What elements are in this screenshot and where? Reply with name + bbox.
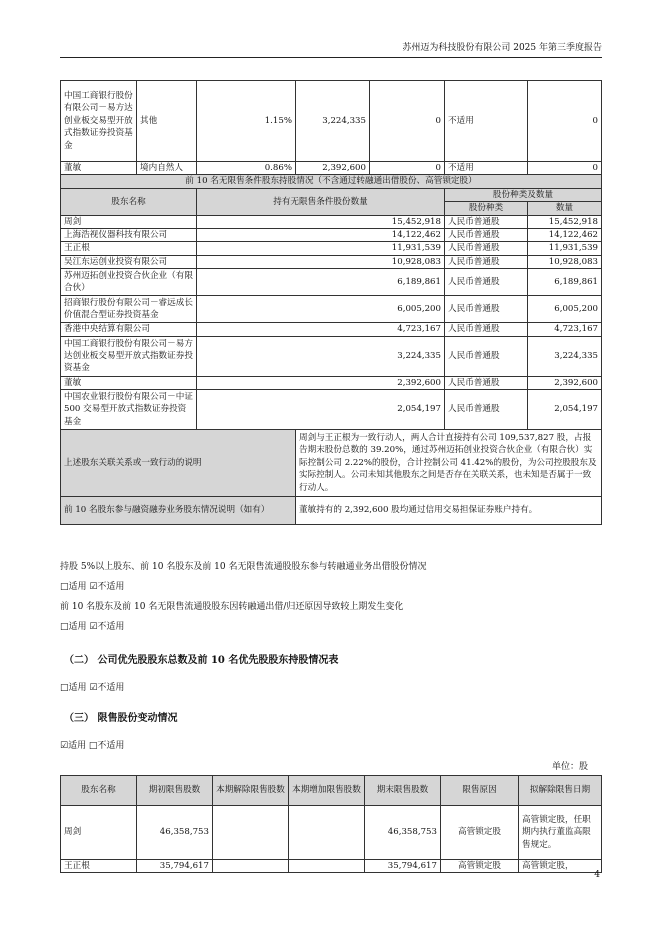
col-holder-name: 股东名称 <box>61 776 137 806</box>
col-unrestricted-shares: 持有无限售条件股份数量 <box>197 188 445 215</box>
pledge-qty: 0 <box>528 81 602 162</box>
holder-name: 周剑 <box>61 215 197 228</box>
holder-name: 董敏 <box>61 162 137 175</box>
col-holder-name: 股东名称 <box>61 188 197 215</box>
pledge-status: 不适用 <box>445 81 528 162</box>
share-type: 人民币普通股 <box>445 269 528 296</box>
table-row <box>61 229 602 242</box>
col-reason: 限售原因 <box>441 776 519 806</box>
holding-shares: 2,392,600 <box>296 162 370 175</box>
release-date: 高管锁定股，任职期内执行董监高限售规定。 <box>519 806 602 860</box>
col-type-group: 股份种类及数量 <box>445 188 602 201</box>
unit-label: 单位：股 <box>551 762 588 772</box>
released-shares <box>213 806 289 860</box>
share-qty: 2,054,197 <box>528 390 602 430</box>
section-title: （三） 限售股份变动情况 <box>64 713 178 724</box>
share-qty: 2,392,600 <box>528 376 602 389</box>
table-row <box>61 390 602 430</box>
restricted-shares: 0 <box>370 162 445 175</box>
col-end: 期末限售股数 <box>365 776 441 806</box>
page-number: 4 <box>594 870 600 880</box>
table-row <box>61 296 602 323</box>
restrict-reason: 高管锁定股 <box>441 860 519 873</box>
release-date: 高管锁定股， <box>519 860 602 873</box>
holder-name: 上海浩视仪器科技有限公司 <box>61 229 197 242</box>
unrestricted-shares: 2,054,197 <box>197 390 445 430</box>
related-label: 上述股东关联关系或一致行动的说明 <box>61 430 296 497</box>
end-shares: 46,358,753 <box>365 806 441 860</box>
unrestricted-shares: 10,928,083 <box>197 255 445 268</box>
share-type: 人民币普通股 <box>445 229 528 242</box>
holder-name: 中国工商银行股份有限公司－易方达创业板交易型开放式指数证券投资基金 <box>61 81 137 162</box>
unrestricted-title: 前 10 名无限售条件股东持股情况（不含通过转融通出借股份、高管锁定股） <box>61 175 602 188</box>
holder-nature: 境内自然人 <box>137 162 197 175</box>
table-row <box>61 81 602 162</box>
col-released: 本期解除限售股数 <box>213 776 289 806</box>
unrestricted-shares: 15,452,918 <box>197 215 445 228</box>
share-type: 人民币普通股 <box>445 323 528 336</box>
pledge-qty: 0 <box>528 162 602 175</box>
holder-nature: 其他 <box>137 81 197 162</box>
table-row <box>61 242 602 255</box>
released-shares <box>213 860 289 873</box>
share-type: 人民币普通股 <box>445 255 528 268</box>
restricted-shares-table <box>60 775 602 873</box>
share-qty: 14,122,462 <box>528 229 602 242</box>
col-added: 本期增加限售股数 <box>289 776 365 806</box>
table-row <box>61 162 602 175</box>
restricted-shares: 0 <box>370 81 445 162</box>
restricted-choice: ☑适用 □不适用 <box>60 741 125 751</box>
margin-label: 前 10 名股东参与融资融券业务股东情况说明（如有） <box>61 497 296 525</box>
holder-name: 中国工商银行股份有限公司－易方达创业板交易型开放式指数证券投资基金 <box>61 336 197 376</box>
preferred-choice: □适用 ☑不适用 <box>60 683 125 693</box>
share-qty: 4,723,167 <box>528 323 602 336</box>
table-row <box>61 336 602 376</box>
pledge-status: 不适用 <box>445 162 528 175</box>
holder-name: 中国农业银行股份有限公司－中证 500 交易型开放式指数证券投资基金 <box>61 390 197 430</box>
unrestricted-shares: 2,392,600 <box>197 376 445 389</box>
col-begin: 期初限售股数 <box>137 776 213 806</box>
margin-text: 董敏持有的 2,392,600 股均通过信用交易担保证券账户持有。 <box>296 497 602 525</box>
holder-name: 王正根 <box>61 242 197 255</box>
table-row <box>61 376 602 389</box>
related-text: 周剑与王正根为一致行动人，两人合计直接持有公司 109,537,827 股，占报告期末股份总数的 39.20%，通过苏州迈拓创业投资合伙企业（有限合伙）实际控制公司 2.22%的股份，合计控制公司 41.42%的股份，为公司控股股东及实际控制人。公司未知其他股东之间是否存在关联关系，也未知是否属于一致行动人。 <box>296 430 602 497</box>
page-header: 苏州迈为科技股份有限公司 2025 年第三季度报告 <box>402 43 602 53</box>
header-divider <box>60 57 602 58</box>
added-shares <box>289 860 365 873</box>
unrestricted-shares: 6,189,861 <box>197 269 445 296</box>
table-row <box>61 215 602 228</box>
holder-name: 周剑 <box>61 806 137 860</box>
unrestricted-shares: 3,224,335 <box>197 336 445 376</box>
share-qty: 3,224,335 <box>528 336 602 376</box>
unrestricted-shares: 6,005,200 <box>197 296 445 323</box>
holder-name: 苏州迈拓创业投资合伙企业（有限合伙） <box>61 269 197 296</box>
unrestricted-shares: 4,723,167 <box>197 323 445 336</box>
table-row <box>61 806 602 860</box>
share-qty: 6,005,200 <box>528 296 602 323</box>
holding-shares: 3,224,335 <box>296 81 370 162</box>
restrict-reason: 高管锁定股 <box>441 806 519 860</box>
lending-choice: □适用 ☑不适用 <box>60 582 125 592</box>
begin-shares: 35,794,617 <box>137 860 213 873</box>
table-row <box>61 255 602 268</box>
shareholder-table <box>60 80 602 525</box>
share-qty: 11,931,539 <box>528 242 602 255</box>
share-type: 人民币普通股 <box>445 296 528 323</box>
share-type: 人民币普通股 <box>445 242 528 255</box>
holder-name: 王正根 <box>61 860 137 873</box>
col-release-date: 拟解除限售日期 <box>519 776 602 806</box>
holder-name: 香港中央结算有限公司 <box>61 323 197 336</box>
unrestricted-shares: 14,122,462 <box>197 229 445 242</box>
table-row <box>61 860 602 873</box>
share-qty: 15,452,918 <box>528 215 602 228</box>
table-row <box>61 323 602 336</box>
section-title: （二） 公司优先股股东总数及前 10 名优先股股东持股情况表 <box>64 655 339 666</box>
col-share-type: 股份种类 <box>445 202 528 215</box>
share-type: 人民币普通股 <box>445 215 528 228</box>
change-note: 前 10 名股东及前 10 名无限售流通股股东因转融通出借/归还原因导致较上期发生变化 <box>60 602 404 612</box>
share-qty: 6,189,861 <box>528 269 602 296</box>
holding-ratio: 0.86% <box>197 162 296 175</box>
share-type: 人民币普通股 <box>445 376 528 389</box>
begin-shares: 46,358,753 <box>137 806 213 860</box>
holder-name: 董敏 <box>61 376 197 389</box>
added-shares <box>289 806 365 860</box>
lending-note: 持股 5%以上股东、前 10 名股东及前 10 名无限售流通股股东参与转融通业务出借股份情况 <box>60 562 427 572</box>
table-row <box>61 269 602 296</box>
holder-name: 招商银行股份有限公司－睿远成长价值混合型证券投资基金 <box>61 296 197 323</box>
holding-ratio: 1.15% <box>197 81 296 162</box>
holder-name: 吴江东运创业投资有限公司 <box>61 255 197 268</box>
unrestricted-shares: 11,931,539 <box>197 242 445 255</box>
share-qty: 10,928,083 <box>528 255 602 268</box>
share-type: 人民币普通股 <box>445 336 528 376</box>
change-choice: □适用 ☑不适用 <box>60 622 125 632</box>
end-shares: 35,794,617 <box>365 860 441 873</box>
share-type: 人民币普通股 <box>445 390 528 430</box>
col-share-qty: 数量 <box>528 202 602 215</box>
